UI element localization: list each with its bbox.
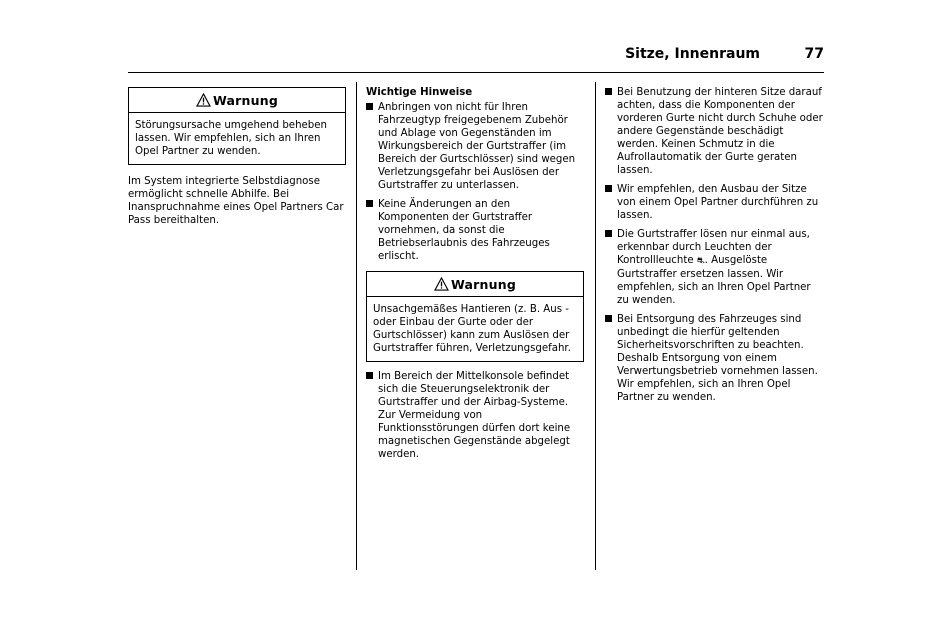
square-bullet-icon [605,185,612,192]
square-bullet-icon [605,315,612,322]
list-item-text: Im Bereich der Mittelkonsole befindet sich die Steuerungselektronik der Gurtstraffer und der Airbag-Systeme. Zur Vermeidung von Funktionsstörungen dürfen dort keine magnetischen Gegenstände abgelegt werden. [378,371,571,460]
list-item [366,198,584,263]
warning-text: Störungsursache umgehend beheben lassen. Wir empfehlen, sich an Ihren Opel Partner zu wenden. [135,120,327,157]
paragraph: Im System integrierte Selbstdiagnose ermöglicht schnelle Abhilfe. Bei Inanspruchnahme eines Opel Partners Car Pass bereithalten. [128,176,344,226]
column-3 [605,86,823,410]
square-bullet-icon [605,230,612,237]
list-item [605,228,823,307]
column-divider-1 [356,82,357,570]
warning-header [129,88,345,113]
header-rule [128,72,824,73]
warning-header [367,272,583,297]
list-item-text-part: . Ausgelöste Gurtstraffer ersetzen lassen. Wir empfehlen, sich an Ihren Opel Partner zu wenden. [617,255,811,306]
seatbelt-indicator-icon: ⛐ [696,256,705,266]
list-item [366,101,584,192]
list-item-text: Wir empfehlen, den Ausbau der Sitze von einem Opel Partner durchführen zu lassen. [617,184,819,221]
square-bullet-icon [366,200,373,207]
warning-triangle-icon [434,277,449,291]
column-1 [128,86,346,227]
section-heading: Wichtige Hinweise [366,87,473,98]
list-item [366,370,584,461]
list-item [605,313,823,404]
square-bullet-icon [366,103,373,110]
warning-text: Unsachgemäßes Hantieren (z. B. Aus - oder Einbau der Gurte oder der Gurtschlösser) kann zum Auslösen der Gurtstraffer führen, Verletzungsgefahr. [373,304,571,354]
column-2 [366,86,584,467]
list-item-text: Keine Änderungen an den Komponenten der Gurtstraffer vornehmen, da sonst die Betriebserlaubnis des Fahrzeuges erlischt. [378,199,550,262]
warning-title: Warnung [451,276,516,292]
list-item [605,183,823,222]
list-item-text: Bei Benutzung der hinteren Sitze darauf achten, dass die Komponenten der vorderen Gurte nicht durch Schuhe oder andere Gegenstände beschädigt werden. Keinen Schmutz in die Aufrollautomatik der Gurte geraten lassen. [617,87,823,176]
list-item-text: Anbringen von nicht für Ihren Fahrzeugtyp freigegebenem Zubehör und Ablage von Gegenständen im Wirkungsbereich der Gurtstraffer (im Bereich der Gurtschlösser) sind wegen Verletzungsgefahr bei Auslösen der Gurtstraffer zu unterlassen. [378,102,576,191]
warning-title: Warnung [213,92,278,108]
list-item-text [617,229,811,306]
list-item-text: Bei Entsorgung des Fahrzeuges sind unbedingt die hierfür geltenden Sicherheitsvorschriften zu beachten. Deshalb Entsorgung von einem Verwertungsbetrieb vornehmen lassen. Wir empfehlen, sich an Ihren Opel Partner zu wenden. [617,314,818,403]
section-title: Sitze, Innenraum [625,46,760,62]
list-item-text-part: Die Gurtstraffer lösen nur einmal aus, erkennbar durch Leuchten der Kontrollleuchte [617,229,810,266]
column-divider-2 [595,82,596,570]
page-header [128,44,824,72]
square-bullet-icon [366,372,373,379]
warning-box [128,87,346,165]
list-item [605,86,823,177]
warning-triangle-icon [196,93,211,107]
page-number: 77 [804,46,824,62]
warning-box [366,271,584,362]
square-bullet-icon [605,88,612,95]
